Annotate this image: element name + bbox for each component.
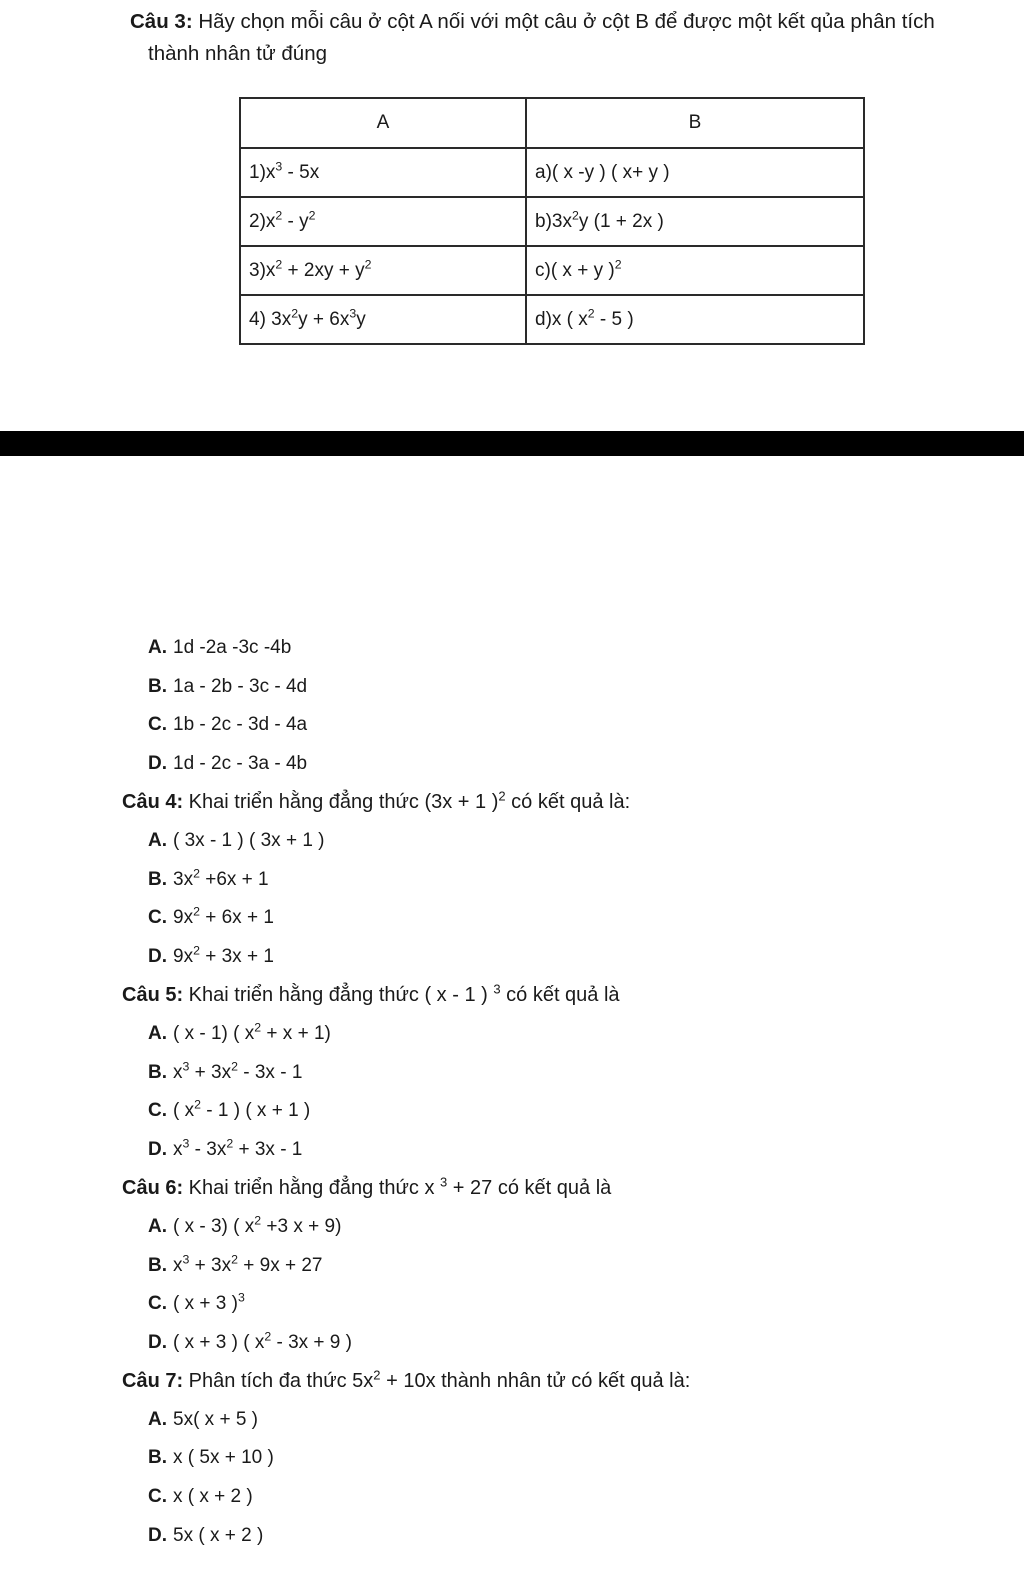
question-text: Khai triển hằng đẳng thức (3x + 1 )$^2$ có kết quả là: (183, 788, 631, 814)
table-cell-a: $2)x^2 - y^2$ (240, 197, 526, 246)
question-text: Phân tích đa thức $5x^2 + 10x$ thành nhân tử có kết quả là: (183, 1367, 691, 1393)
option-letter: D. (148, 1331, 167, 1353)
q4-option-c[interactable] (0, 899, 1024, 938)
q5-option-c[interactable] (0, 1092, 1024, 1131)
option-letter: C. (148, 1293, 167, 1315)
q5-option-b[interactable] (0, 1054, 1024, 1093)
q6-option-d[interactable] (0, 1324, 1024, 1363)
option-text: ( x + 3 )$^3$ (173, 1290, 245, 1315)
table-cell-b: $b)3x^2y$ (1 + 2x ) (526, 197, 864, 246)
option-letter: C. (148, 907, 167, 929)
table-cell-b: c)( x + y )$^2$ (526, 246, 864, 295)
question-content (0, 629, 1024, 1555)
option-text: 5x ( x + 2 ) (173, 1524, 264, 1546)
q7-option-d[interactable] (0, 1517, 1024, 1556)
table-cell-a: $1)x^3 - 5x$ (240, 148, 526, 197)
question-label: Câu 5: (122, 984, 184, 1007)
question-5-prompt (0, 976, 1024, 1015)
option-text: 5x( x + 5 ) (173, 1408, 258, 1430)
q6-option-b[interactable] (0, 1247, 1024, 1286)
option-text: $3x^2 +6x + 1$ (173, 866, 269, 890)
table-row (240, 246, 864, 295)
option-letter: A. (148, 1408, 167, 1430)
q6-option-a[interactable] (0, 1208, 1024, 1247)
option-letter: B. (148, 868, 167, 890)
question-label: Câu 7: (122, 1370, 184, 1393)
q5-option-a[interactable] (0, 1015, 1024, 1054)
option-letter: A. (148, 1022, 167, 1044)
option-letter: A. (148, 637, 167, 658)
option-text: $x^3 - 3x^2 + 3x - 1$ (173, 1136, 303, 1160)
option-letter: B. (148, 1447, 167, 1469)
option-text: $x^3 + 3x^2 + 9x + 27$ (173, 1252, 323, 1276)
option-text: ( x - 1) ( $x^2 + x + 1$) (173, 1020, 331, 1044)
q3-option-d[interactable] (0, 745, 1024, 784)
question-text: Khai triển hằng đẳng thức ( x - 1 ) $^3$ có kết quả là (183, 981, 620, 1007)
q3-option-a[interactable] (0, 629, 1024, 668)
option-text: $x^3 + 3x^2 - 3x - 1$ (173, 1059, 303, 1083)
q5-option-d[interactable] (0, 1131, 1024, 1170)
option-text: x ( x + 2 ) (173, 1486, 253, 1508)
option-text: 1d -2a -3c -4b (173, 637, 292, 658)
option-letter: D. (148, 1524, 167, 1546)
option-letter: D. (148, 945, 167, 967)
question-6-prompt (0, 1169, 1024, 1208)
matching-table-header (240, 98, 864, 148)
q3-option-c[interactable] (0, 706, 1024, 745)
option-letter: B. (148, 1254, 167, 1276)
q7-option-c[interactable] (0, 1478, 1024, 1517)
option-letter: C. (148, 1100, 167, 1122)
table-cell-a: 4) $3x^2y + 6x^3y$ (240, 295, 526, 344)
option-text: ( x - 3) ( $x^2 +3$ x + 9) (173, 1213, 342, 1237)
question-text: Khai triển hằng đẳng thức x $^3$ + 27 có kết quả là (183, 1174, 612, 1200)
option-text: 1a - 2b - 3c - 4d (173, 675, 308, 697)
option-text: ( x + 3 ) ( $x^2 - 3x + 9$ ) (173, 1329, 352, 1353)
q4-option-d[interactable] (0, 938, 1024, 977)
question-label: Câu 6: (122, 1177, 184, 1200)
option-letter: D. (148, 752, 167, 774)
table-row (240, 295, 864, 344)
option-text: 1b - 2c - 3d - 4a (173, 714, 308, 736)
q4-option-b[interactable] (0, 861, 1024, 900)
black-divider-bar (0, 431, 1024, 456)
option-letter: C. (148, 714, 167, 736)
option-letter: B. (148, 675, 167, 697)
question-3-label: Câu 3: (130, 10, 193, 33)
table-cell-b: a)( x -y ) ( x+ y ) (526, 148, 864, 197)
question-3-text-line1: Hãy chọn mỗi câu ở cột A nối với một câu ở cột B để được một kết qủa phân tích (192, 10, 935, 33)
q7-option-b[interactable] (0, 1439, 1024, 1478)
question-3-text-line2: thành nhân tử đúng (148, 42, 328, 65)
question-4-prompt (0, 783, 1024, 822)
option-text: $9x^2 + 6x + 1$ (173, 904, 274, 929)
table-cell-a: $3)x^2 + 2xy + y^2$ (240, 246, 526, 295)
option-letter: D. (148, 1138, 167, 1160)
table-row (240, 148, 864, 197)
question-label: Câu 4: (122, 791, 184, 814)
column-b-header: B (526, 98, 864, 148)
matching-table (239, 97, 865, 345)
q3-option-b[interactable] (0, 668, 1024, 707)
option-letter: A. (148, 1215, 167, 1237)
option-text: $9x^2 + 3x + 1$ (173, 943, 274, 967)
option-letter: A. (148, 829, 167, 851)
q7-option-a[interactable] (0, 1401, 1024, 1440)
column-a-header: A (240, 98, 526, 148)
option-text: x ( 5x + 10 ) (173, 1447, 274, 1469)
option-text: ( $x^2 - 1$ ) ( x + 1 ) (173, 1097, 311, 1122)
q6-option-c[interactable] (0, 1285, 1024, 1324)
table-cell-b: d)x ( $x^2 - 5$ ) (526, 295, 864, 344)
option-letter: B. (148, 1061, 167, 1083)
option-text: 1d - 2c - 3a - 4b (173, 752, 308, 774)
option-text: ( 3x - 1 ) ( 3x + 1 ) (173, 829, 325, 851)
question-3-prompt (130, 6, 990, 70)
table-row (240, 197, 864, 246)
option-letter: C. (148, 1486, 167, 1508)
question-7-prompt (0, 1362, 1024, 1401)
q4-option-a[interactable] (0, 822, 1024, 861)
